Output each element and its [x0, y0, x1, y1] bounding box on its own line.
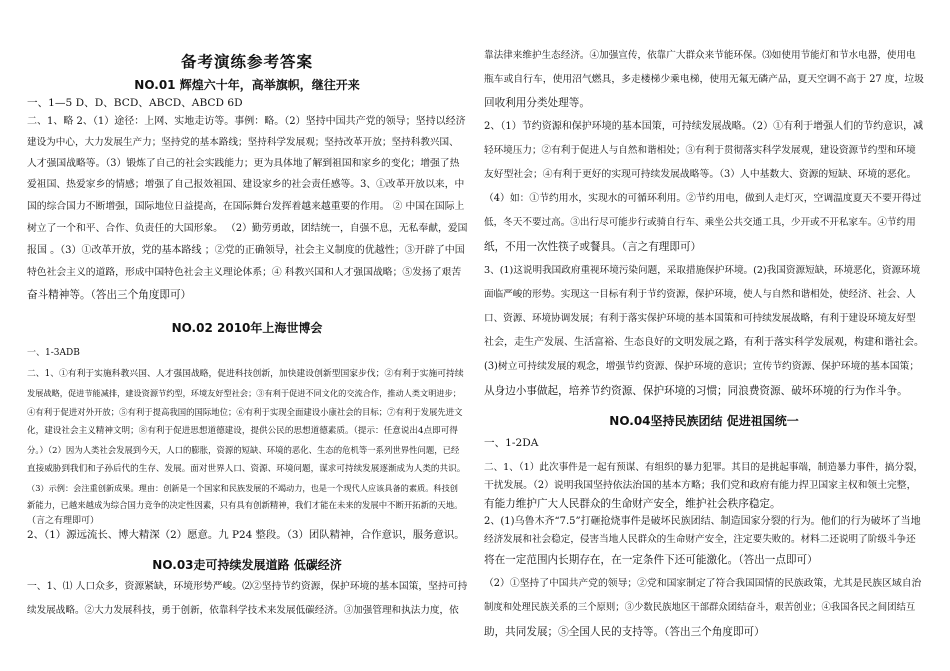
text-line: 社会，走生产发展、生活富裕、生态良好的文明发展之路，有利于落实科学发展观，构建和谐社会。 [484, 337, 924, 348]
text-line: 二、1、（1）此次事件是一起有预谋、有组织的暴力犯罪。其目的是挑起事端，制造暴力事件，搞分裂， [484, 462, 924, 473]
text-line: 续发展战略。②大力发展科技，勇于创新，依靠科学技术来发展低碳经济。③加强管理和执法力度，依 [27, 605, 459, 616]
text-line: 爱祖国、热爱家乡的情感；增强了自己报效祖国、建设家乡的社会责任感等。3、①改革开放以来，中 [27, 179, 465, 190]
text-line: 二、1、略 2、（1）途径：上网、实地走访等。事例：略。（2）坚持中国共产党的领导；坚持以经济 [27, 116, 466, 127]
text-line: 一、1-2DA [484, 437, 539, 449]
text-line: 2、（1）节约资源和保护环境的基本国策，可持续发展战略。（2）①有利于增强人们的节约意识，减 [484, 121, 924, 132]
text-line: 制度和处理民族关系的三个原则；③少数民族地区干部群众团结奋斗，艰苦创业；④我国各民之间团结互 [484, 602, 916, 613]
text-line: 回收利用分类处理等。 [484, 97, 590, 109]
text-line: 将在一定范围内长期存在，在一定条件下还可能激化。（答出一点即可） [484, 554, 818, 566]
text-line: (3)树立可持续发展的观念，增强节约资源、保护环境的意识；宣传节约资源、保护环境的基本国策； [484, 361, 920, 372]
text-line: 发展战略，促进节能减排，建设资源节约型，环境友好型社会；③有利于促进不同文化的交流合作，推动人类文明进步； [27, 388, 461, 398]
text-line: 奋斗精神等。（答出三个角度即可） [27, 289, 192, 301]
text-line: 靠法律来维护生态经济。④加强宣传，依靠广大群众来节能环保。⑶如使用节能灯和节水电器，使用电 [484, 50, 916, 61]
text-line: 干扰发展。（2）说明我国坚持依法治国的基本方略；我们党和政府有能力捍卫国家主权和领土完整， [484, 480, 917, 491]
text-line: 报国 。（3）①改革开放，党的基本路线 ；②党的正确领导，社会主义制度的优越性；③开辟了中国 [27, 245, 465, 256]
section-heading-01: NO.01 辉煌六十年，高举旗帜，继往开来 [134, 78, 360, 92]
text-line: 从身边小事做起，培养节约资源、保护环境的习惯；同浪费资源、破坏环境的行为作斗争。 [484, 385, 908, 397]
text-line: 3、(1)这说明我国政府重视环境污染问题，采取措施保护环境。(2)我国资源短缺，环境恶化，资源环境 [484, 265, 921, 276]
text-line: 口、资源、环境协调发展；有利于落实保护环境的基本国策和可持续发展战略，有利于建设环境友好型 [484, 313, 916, 324]
text-line: 2、(1)乌鲁木齐“7.5”打砸抢烧事件是破坏民族团结、制造国家分裂的行为。他们的行为破坏了当地 [484, 516, 921, 527]
text-line: 一、1、⑴ 人口众多，资源紧缺，环境形势严峻。⑵②坚持节约资源，保护环境的基本国策，坚持可持 [27, 581, 468, 592]
text-line: 化，建设社会主义精神文明；⑧有利于促进思想道德建设，提供公民的思想道德素质。（提示：任意说出4点即可得 [27, 426, 458, 436]
text-line: 瓶车或自行车，使用沼气燃具，多走楼梯少乘电梯，使用无氟无磷产品，夏天空调不高于 27 度，垃圾 [484, 74, 924, 85]
text-line: （2）①坚持了中国共产党的领导；②党和国家制定了符合我国国情的民族政策，尤其是民族区域自治 [484, 578, 922, 589]
text-line: ④有利于促进对外开放；⑤有利于提高我国的国际地位；⑥有利于实现全面建设小康社会的目标；⑦有利于发展先进文 [27, 407, 463, 417]
text-line: 面临严峻的形势。实现这一目标有利于节约资源，保护环境，使人与自然和谐相处，使经济、社会、人 [484, 289, 916, 300]
section-heading-02: NO.02 2010年上海世博会 [171, 321, 323, 335]
text-line: 经济发展和社会稳定，侵害当地人民群众的生命财产安全，注定要失败的。材料二还说明了阶级斗争还 [484, 534, 916, 545]
text-line: 分。）（2）因为人类社会发展到今天，人口的膨胀，资源的短缺、环境的恶化、生态的危机等一系列世界性问题，已经 [27, 445, 460, 455]
text-line: 轻环境压力；②有利于促进人与自然和谐相处；③有利于贯彻落实科学发展观，建设资源节约型和环境 [484, 145, 916, 156]
section-heading-04: NO.04坚持民族团结 促进祖国统一 [609, 414, 799, 428]
text-line: 特色社会主义的道路，形成中国特色社会主义理论体系；④ 科教兴国和人才强国战略；⑤发扬了艰苦 [27, 267, 462, 278]
text-line: 助，共同发展；⑤全国人民的支持等。（答出三个角度即可） [484, 626, 765, 638]
text-line: 纸，不用一次性筷子或餐具。（言之有理即可） [484, 241, 702, 253]
text-line: （言之有理即可） [27, 516, 100, 526]
text-line: 国的综合国力不断增强，国际地位日益提高，在国际舞台发挥着越来越重要的作用。 ② 中国在国际上 [27, 201, 465, 212]
text-line: 人才强国战略等。（3）锻炼了自己的社会实践能力；更为具体地了解到祖国和家乡的变化；增强了热 [27, 158, 460, 169]
text-line: 直接威胁到我们和子孙后代的生存、发展。面对世界人口、资源、环境问题，谋求可持续发展逐渐成为人类的共识。 [27, 464, 466, 474]
text-line: 友好型社会；④有利于更好的实现可持续发展战略等。（3）人中基数大、资源的短缺、环境的恶化。 [484, 169, 917, 180]
text-line: 2、（1）源远流长、博大精深（2）愿意。九 P24 整段。（3）团队精神，合作意识，服务意识。 [27, 529, 465, 541]
text-line: 树立了一个和平、合作、负责任的大国形象。 （2）勤劳勇敢，团结统一，自强不息，无私奉献，爱国 [27, 223, 468, 234]
section-heading-03: NO.03走可持续发展道路 低碳经济 [152, 558, 342, 572]
text-line: （4）如：①节约用水，实现水的可循环利用。②节约用电，做到人走灯灭，空调温度夏天不要开得过 [484, 193, 922, 204]
document-title: 备考演练参考答案 [180, 52, 313, 71]
text-line: 一、1-3ADB [27, 348, 80, 358]
text-line: 建设为中心，大力发展生产力；坚持党的基本路线；坚持科学发展观；坚持改革开放；坚持科教兴国、 [27, 137, 459, 148]
text-line: 二、1、①有利于实施科教兴国、人才强国战略，促进科技创新，加快建设创新型国家步伐；②有利于实施可持续 [27, 369, 464, 379]
text-line: 一、1—5 D、D、BCD、ABCD、ABCD 6D [27, 97, 243, 109]
text-line: （3）示例：会注重创新成果。理由：创新是一个国家和民族发展的不竭动力，也是一个现代人应该具备的素质。科技创 [27, 483, 458, 493]
text-line: 有能力维护广大人民群众的生命财产安全，维护社会秩序稳定。 [484, 498, 781, 510]
text-line: 低，冬天不要过高。③出行尽可能步行或骑自行车、乘坐公共交通工具，少开或不开私家车。④节约用 [484, 217, 916, 228]
text-line: 新能力，已越来越成为综合国力竞争的决定性因素，只有具有创新精神，我们才能在未来的发展中不断开拓新的天地。 [27, 500, 463, 510]
